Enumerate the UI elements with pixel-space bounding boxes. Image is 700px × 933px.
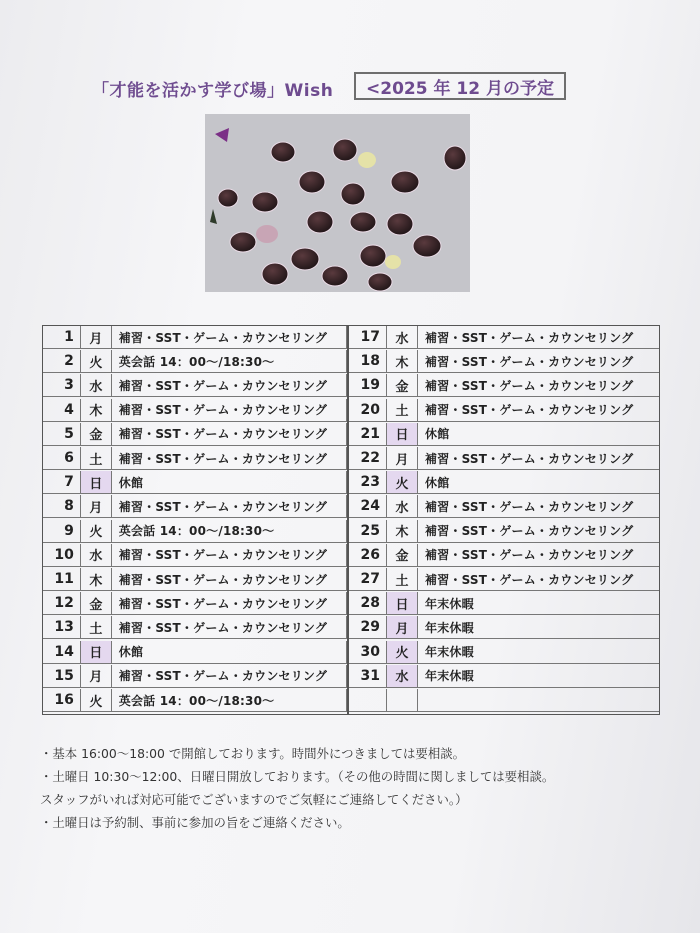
table-row [43,544,347,567]
activity: 年末休暇 [425,669,474,684]
day-number: 20 [349,399,387,421]
weekday: 月 [81,665,112,687]
day-number: 8 [43,495,81,517]
day-number: 13 [43,616,81,638]
activity: 補習・SST・ゲーム・カウンセリング [425,572,634,587]
weekday: 土 [387,568,418,590]
weekday: 木 [387,520,418,542]
activity: 補習・SST・ゲーム・カウンセリング [425,524,634,539]
weekday: 火 [81,520,112,542]
table-row [349,568,659,591]
weekday: 月 [387,447,418,469]
weekday: 月 [81,326,112,348]
month-title-box: <2025 年 12 月の予定 [354,72,566,100]
table-row [43,350,347,373]
table-row [43,592,347,615]
day-number: 27 [349,568,387,590]
strawberry-photo [205,114,470,292]
day-number: 1 [43,326,81,348]
notes [40,742,680,834]
weekday: 金 [81,592,112,614]
table-row [43,374,347,397]
day-number: 9 [43,520,81,542]
day-number: 7 [43,471,81,493]
weekday: 金 [81,423,112,445]
table-row [43,399,347,422]
activity: 補習・SST・ゲーム・カウンセリング [112,616,347,638]
table-row [349,326,659,349]
activity: 英会話 14：00～/18:30～ [112,520,347,542]
day-number: 18 [349,350,387,372]
day-number: 2 [43,350,81,372]
activity: 休館 [112,641,347,663]
activity: 補習・SST・ゲーム・カウンセリング [112,374,347,396]
day-number: 23 [349,471,387,493]
activity: 補習・SST・ゲーム・カウンセリング [425,354,634,369]
table-row [349,423,659,446]
day-number: 29 [349,616,387,638]
weekday: 水 [81,374,112,396]
weekday: 日 [81,641,112,663]
day-number: 6 [43,447,81,469]
weekday: 土 [81,447,112,469]
note-line: ・基本 16:00～18:00 で開館しております。時間外につきましては要相談。 [40,746,465,761]
activity: 年末休暇 [425,645,474,660]
day-number: 22 [349,447,387,469]
activity: 補習・SST・ゲーム・カウンセリング [425,378,634,393]
weekday: 土 [387,399,418,421]
calendar-table [42,325,660,715]
table-row [43,616,347,639]
weekday: 水 [81,544,112,566]
activity: 補習・SST・ゲーム・カウンセリング [112,592,347,614]
activity: 補習・SST・ゲーム・カウンセリング [425,403,634,418]
day-number: 24 [349,495,387,517]
table-row [349,495,659,518]
table-row [43,520,347,543]
table-row [349,399,659,422]
table-row [43,689,347,712]
day-number: 31 [349,665,387,687]
weekday: 土 [81,616,112,638]
activity: 補習・SST・ゲーム・カウンセリング [112,423,347,445]
note-line: スタッフがいれば対応可能でございますのでご気軽にご連絡してください。） [40,792,468,807]
weekday: 日 [387,423,418,445]
day-number: 19 [349,374,387,396]
weekday: 月 [387,616,418,638]
day-number: 25 [349,520,387,542]
activity: 補習・SST・ゲーム・カウンセリング [425,330,634,345]
activity: 補習・SST・ゲーム・カウンセリング [112,665,347,687]
day-number: 3 [43,374,81,396]
weekday: 木 [387,350,418,372]
table-row [349,592,659,615]
day-number: 30 [349,641,387,663]
table-row [349,520,659,543]
activity: 補習・SST・ゲーム・カウンセリング [425,548,634,563]
activity: 補習・SST・ゲーム・カウンセリング [112,326,347,348]
activity: 休館 [425,475,450,490]
day-number: 4 [43,399,81,421]
weekday: 水 [387,665,418,687]
column-divider [347,326,349,714]
day-number: 12 [43,592,81,614]
table-row [43,568,347,591]
day-number: 14 [43,641,81,663]
table-row [349,616,659,639]
day-number: 10 [43,544,81,566]
table-row [349,665,659,688]
weekday: 火 [81,689,112,711]
activity: 補習・SST・ゲーム・カウンセリング [425,499,634,514]
table-row [43,641,347,664]
table-row [43,471,347,494]
table-row [43,326,347,349]
day-number: 5 [43,423,81,445]
day-number [349,689,387,711]
weekday: 日 [81,471,112,493]
day-number: 11 [43,568,81,590]
table-row [43,495,347,518]
activity: 補習・SST・ゲーム・カウンセリング [112,399,347,421]
activity: 休館 [425,427,450,442]
day-number: 21 [349,423,387,445]
weekday: 水 [387,326,418,348]
day-number: 28 [349,592,387,614]
activity: 英会話 14：00～/18:30～ [112,350,347,372]
weekday: 火 [387,471,418,493]
weekday: 木 [81,399,112,421]
weekday: 金 [387,374,418,396]
day-number: 16 [43,689,81,711]
weekday: 木 [81,568,112,590]
activity: 補習・SST・ゲーム・カウンセリング [112,544,347,566]
weekday: 水 [387,495,418,517]
table-row [43,665,347,688]
activity: 英会話 14：00～/18:30～ [112,689,347,711]
day-number: 17 [349,326,387,348]
activity: 年末休暇 [425,596,474,611]
note-line: ・土曜日 10:30～12:00、日曜日開放しております。（その他の時間に関しましては要相談。 [40,769,555,784]
day-number: 15 [43,665,81,687]
activity: 補習・SST・ゲーム・カウンセリング [112,447,347,469]
weekday: 月 [81,495,112,517]
table-row [349,641,659,664]
table-row [349,689,659,712]
table-row [349,447,659,470]
table-row [349,374,659,397]
table-row [43,423,347,446]
weekday: 火 [81,350,112,372]
weekday [387,689,418,711]
activity: 補習・SST・ゲーム・カウンセリング [112,495,347,517]
page-title: 「才能を活かす学び場」Wish [92,81,334,101]
weekday: 金 [387,544,418,566]
activity: 補習・SST・ゲーム・カウンセリング [425,451,634,466]
table-row [349,471,659,494]
table-row [349,350,659,373]
activity: 休館 [112,471,347,493]
activity: 補習・SST・ゲーム・カウンセリング [112,568,347,590]
table-row [43,447,347,470]
weekday: 日 [387,592,418,614]
activity [418,689,657,711]
note-line: ・土曜日は予約制、事前に参加の旨をご連絡ください。 [40,815,350,830]
day-number: 26 [349,544,387,566]
activity: 年末休暇 [425,620,474,635]
weekday: 火 [387,641,418,663]
table-row [349,544,659,567]
